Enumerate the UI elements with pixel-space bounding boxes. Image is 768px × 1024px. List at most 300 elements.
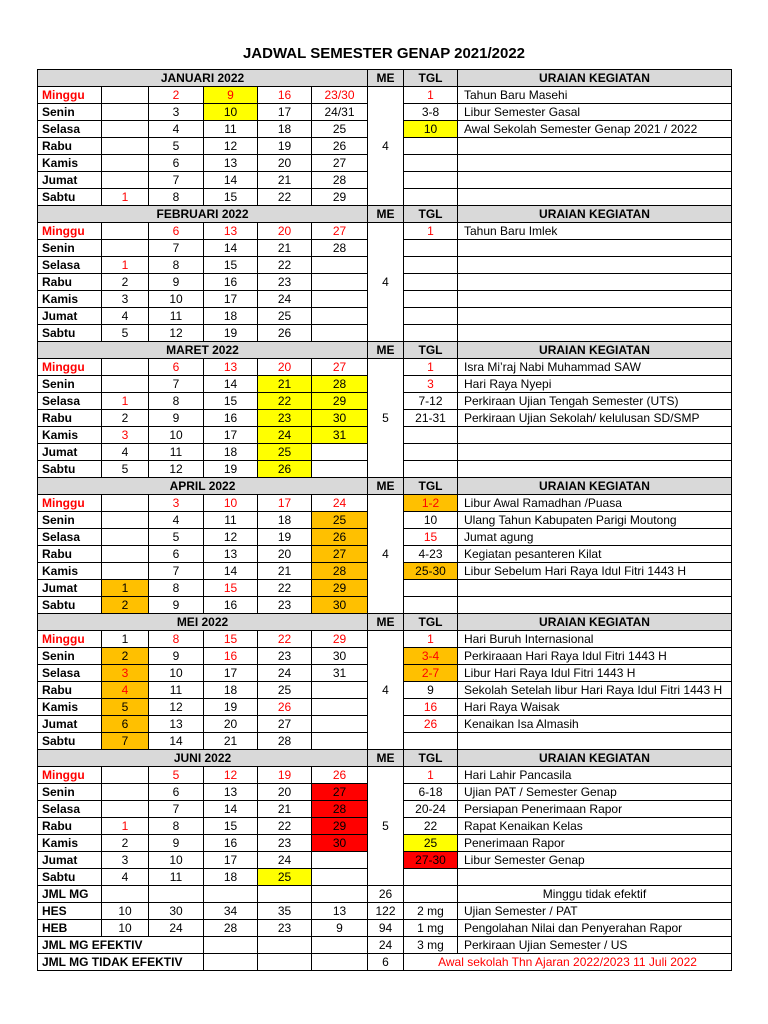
date-cell: 4 <box>102 444 149 461</box>
date-cell: 13 <box>149 716 204 733</box>
event-date <box>404 172 458 189</box>
date-cell: 7 <box>149 801 204 818</box>
date-cell: 5 <box>102 325 149 342</box>
date-cell: 7 <box>149 376 204 393</box>
date-cell: 15 <box>204 818 258 835</box>
date-cell: 30 <box>312 597 368 614</box>
event-description: Kegiatan pesanteren Kilat <box>458 546 732 563</box>
date-cell <box>102 359 149 376</box>
date-cell: 4 <box>149 121 204 138</box>
date-cell: 27 <box>312 359 368 376</box>
date-cell <box>102 223 149 240</box>
date-cell: 8 <box>149 631 204 648</box>
summary-tgl: 2 mg <box>404 903 458 920</box>
event-date: 6-18 <box>404 784 458 801</box>
event-date <box>404 325 458 342</box>
date-cell: 21 <box>204 733 258 750</box>
day-name: Rabu <box>38 546 102 563</box>
event-date <box>404 257 458 274</box>
date-cell: 2 <box>102 410 149 427</box>
event-description: Libur Awal Ramadhan /Puasa <box>458 495 732 512</box>
event-date: 22 <box>404 818 458 835</box>
date-cell <box>312 257 368 274</box>
date-cell <box>312 869 368 886</box>
day-name: Jumat <box>38 716 102 733</box>
date-cell <box>312 325 368 342</box>
date-cell: 3 <box>149 104 204 121</box>
event-date: 16 <box>404 699 458 716</box>
date-cell: 19 <box>258 529 312 546</box>
date-cell: 8 <box>149 580 204 597</box>
day-name: Senin <box>38 512 102 529</box>
date-cell: 26 <box>312 138 368 155</box>
page-title: JADWAL SEMESTER GENAP 2021/2022 <box>242 45 526 62</box>
event-description: Penerimaan Rapor <box>458 835 732 852</box>
event-description: Tahun Baru Imlek <box>458 223 732 240</box>
date-cell: 23 <box>258 410 312 427</box>
event-description: Isra Mi’raj Nabi Muhammad SAW <box>458 359 732 376</box>
event-date: 20-24 <box>404 801 458 818</box>
day-name: Senin <box>38 784 102 801</box>
event-date <box>404 869 458 886</box>
date-cell: 20 <box>258 359 312 376</box>
date-cell: 15 <box>204 580 258 597</box>
event-description: Hari Buruh Internasional <box>458 631 732 648</box>
month-name: JANUARI 2022 <box>38 70 368 87</box>
date-cell: 13 <box>204 784 258 801</box>
day-row <box>38 631 732 648</box>
day-name: Jumat <box>38 308 102 325</box>
date-cell <box>312 444 368 461</box>
day-row <box>38 495 732 512</box>
summary-value: 9 <box>312 920 368 937</box>
date-cell: 20 <box>258 223 312 240</box>
summary-value: 35 <box>258 903 312 920</box>
event-description: Perkiraan Ujian Tengah Semester (UTS) <box>458 393 732 410</box>
summary-weeks: 94 <box>368 920 404 937</box>
day-name: Jumat <box>38 444 102 461</box>
date-cell: 29 <box>312 580 368 597</box>
event-date <box>404 427 458 444</box>
date-cell: 28 <box>312 376 368 393</box>
day-name: Selasa <box>38 257 102 274</box>
date-cell: 23 <box>258 648 312 665</box>
day-name: Sabtu <box>38 189 102 206</box>
day-name: Minggu <box>38 767 102 784</box>
date-cell: 14 <box>204 240 258 257</box>
me-header: ME <box>368 206 404 223</box>
date-cell: 1 <box>102 189 149 206</box>
date-cell: 18 <box>204 682 258 699</box>
event-description: Tahun Baru Masehi <box>458 87 732 104</box>
day-name: Senin <box>38 376 102 393</box>
summary-value: 23 <box>258 920 312 937</box>
date-cell: 2 <box>102 597 149 614</box>
date-cell: 24 <box>312 495 368 512</box>
date-cell: 1 <box>102 257 149 274</box>
date-cell: 10 <box>149 427 204 444</box>
date-cell: 23/30 <box>312 87 368 104</box>
date-cell: 14 <box>204 563 258 580</box>
date-cell: 6 <box>102 716 149 733</box>
date-cell: 9 <box>149 835 204 852</box>
summary-description: Ujian Semester / PAT <box>458 903 732 920</box>
month-header-row <box>38 70 732 87</box>
summary-value <box>312 886 368 903</box>
summary-row <box>38 937 732 954</box>
date-cell: 22 <box>258 257 312 274</box>
event-description: Sekolah Setelah libur Hari Raya Idul Fitri 1443 H <box>458 682 732 699</box>
event-date <box>404 580 458 597</box>
date-cell: 12 <box>149 461 204 478</box>
date-cell: 18 <box>258 512 312 529</box>
date-cell: 26 <box>312 767 368 784</box>
tgl-header: TGL <box>404 206 458 223</box>
day-name: Kamis <box>38 155 102 172</box>
summary-value <box>149 886 204 903</box>
date-cell <box>102 376 149 393</box>
event-description <box>458 138 732 155</box>
summary-description: Pengolahan Nilai dan Penyerahan Rapor <box>458 920 732 937</box>
summary-value <box>258 954 312 971</box>
date-cell: 8 <box>149 257 204 274</box>
day-row <box>38 359 732 376</box>
date-cell <box>312 461 368 478</box>
date-cell: 14 <box>204 801 258 818</box>
date-cell: 12 <box>204 529 258 546</box>
date-cell <box>312 291 368 308</box>
date-cell: 15 <box>204 189 258 206</box>
day-name: Jumat <box>38 172 102 189</box>
event-date: 1 <box>404 767 458 784</box>
date-cell: 11 <box>204 512 258 529</box>
date-cell: 22 <box>258 393 312 410</box>
date-cell: 29 <box>312 818 368 835</box>
day-name: Selasa <box>38 801 102 818</box>
date-cell: 5 <box>102 699 149 716</box>
summary-tgl: 3 mg <box>404 937 458 954</box>
date-cell: 5 <box>102 461 149 478</box>
date-cell <box>312 733 368 750</box>
me-header: ME <box>368 342 404 359</box>
event-description: Rapat Kenaikan Kelas <box>458 818 732 835</box>
event-date: 3-4 <box>404 648 458 665</box>
me-header: ME <box>368 750 404 767</box>
summary-value <box>102 886 149 903</box>
date-cell: 2 <box>149 87 204 104</box>
date-cell: 11 <box>204 121 258 138</box>
date-cell <box>102 172 149 189</box>
date-cell: 19 <box>204 699 258 716</box>
date-cell: 28 <box>312 801 368 818</box>
summary-value <box>312 954 368 971</box>
date-cell: 8 <box>149 189 204 206</box>
summary-value <box>204 937 258 954</box>
day-name: Rabu <box>38 410 102 427</box>
date-cell: 17 <box>204 852 258 869</box>
summary-value: 30 <box>149 903 204 920</box>
event-date: 1 <box>404 631 458 648</box>
event-description: Jumat agung <box>458 529 732 546</box>
event-date <box>404 291 458 308</box>
date-cell: 3 <box>102 852 149 869</box>
summary-row <box>38 903 732 920</box>
date-cell: 17 <box>204 665 258 682</box>
summary-value: 28 <box>204 920 258 937</box>
date-cell: 6 <box>149 359 204 376</box>
date-cell: 30 <box>312 648 368 665</box>
event-description: Ulang Tahun Kabupaten Parigi Moutong <box>458 512 732 529</box>
event-description: Ujian PAT / Semester Genap <box>458 784 732 801</box>
day-name: Kamis <box>38 699 102 716</box>
date-cell: 24 <box>258 427 312 444</box>
event-date: 1 <box>404 359 458 376</box>
day-row <box>38 87 732 104</box>
date-cell: 18 <box>204 869 258 886</box>
date-cell: 2 <box>102 835 149 852</box>
event-description: Libur Semester Genap <box>458 852 732 869</box>
date-cell: 15 <box>204 393 258 410</box>
day-name: Rabu <box>38 682 102 699</box>
summary-tgl: 1 mg <box>404 920 458 937</box>
date-cell: 11 <box>149 308 204 325</box>
date-cell: 26 <box>258 699 312 716</box>
event-date: 10 <box>404 121 458 138</box>
effective-weeks: 4 <box>368 87 404 206</box>
date-cell: 20 <box>258 155 312 172</box>
event-date: 26 <box>404 716 458 733</box>
month-name: APRIL 2022 <box>38 478 368 495</box>
month-header-row <box>38 342 732 359</box>
date-cell: 27 <box>312 546 368 563</box>
month-name: MARET 2022 <box>38 342 368 359</box>
event-date: 3 <box>404 376 458 393</box>
date-cell <box>102 104 149 121</box>
event-description <box>458 427 732 444</box>
day-name: Senin <box>38 104 102 121</box>
summary-label: HEB <box>38 920 102 937</box>
summary-row <box>38 886 732 903</box>
semester-schedule-table <box>37 69 732 971</box>
date-cell: 8 <box>149 818 204 835</box>
event-date <box>404 308 458 325</box>
date-cell: 3 <box>102 427 149 444</box>
day-name: Rabu <box>38 138 102 155</box>
date-cell: 22 <box>258 631 312 648</box>
uraian-header: URAIAN KEGIATAN <box>458 206 732 223</box>
event-description: Perkiraaan Hari Raya Idul Fitri 1443 H <box>458 648 732 665</box>
date-cell: 19 <box>258 138 312 155</box>
date-cell: 16 <box>204 410 258 427</box>
event-description <box>458 291 732 308</box>
uraian-header: URAIAN KEGIATAN <box>458 750 732 767</box>
day-name: Sabtu <box>38 869 102 886</box>
day-name: Selasa <box>38 121 102 138</box>
date-cell: 30 <box>312 835 368 852</box>
day-name: Jumat <box>38 580 102 597</box>
date-cell: 28 <box>312 240 368 257</box>
tgl-header: TGL <box>404 750 458 767</box>
date-cell: 6 <box>149 223 204 240</box>
day-name: Rabu <box>38 274 102 291</box>
date-cell: 27 <box>258 716 312 733</box>
day-name: Selasa <box>38 529 102 546</box>
day-name: Selasa <box>38 393 102 410</box>
date-cell: 3 <box>149 495 204 512</box>
summary-label: JML MG TIDAK EFEKTIV <box>38 954 204 971</box>
date-cell: 23 <box>258 274 312 291</box>
day-name: Minggu <box>38 631 102 648</box>
day-row <box>38 767 732 784</box>
date-cell <box>102 240 149 257</box>
summary-weeks: 24 <box>368 937 404 954</box>
date-cell: 26 <box>312 529 368 546</box>
event-description <box>458 257 732 274</box>
date-cell: 5 <box>149 529 204 546</box>
date-cell: 31 <box>312 427 368 444</box>
day-name: Kamis <box>38 427 102 444</box>
event-description <box>458 325 732 342</box>
effective-weeks: 5 <box>368 767 404 886</box>
event-date: 1-2 <box>404 495 458 512</box>
date-cell: 11 <box>149 444 204 461</box>
date-cell: 12 <box>204 767 258 784</box>
date-cell: 12 <box>149 699 204 716</box>
date-cell: 1 <box>102 631 149 648</box>
summary-value <box>204 886 258 903</box>
event-description: Hari Raya Waisak <box>458 699 732 716</box>
date-cell: 13 <box>204 155 258 172</box>
month-header-row <box>38 614 732 631</box>
event-description <box>458 869 732 886</box>
date-cell: 7 <box>149 563 204 580</box>
event-description: Libur Sebelum Hari Raya Idul Fitri 1443 H <box>458 563 732 580</box>
date-cell: 19 <box>204 461 258 478</box>
date-cell <box>102 87 149 104</box>
summary-value: 34 <box>204 903 258 920</box>
date-cell <box>102 767 149 784</box>
tgl-header: TGL <box>404 614 458 631</box>
date-cell <box>312 274 368 291</box>
date-cell <box>312 852 368 869</box>
date-cell: 5 <box>149 138 204 155</box>
summary-weeks: 6 <box>368 954 404 971</box>
event-description <box>458 580 732 597</box>
month-name: FEBRUARI 2022 <box>38 206 368 223</box>
date-cell: 17 <box>204 427 258 444</box>
date-cell: 16 <box>258 87 312 104</box>
date-cell: 16 <box>204 648 258 665</box>
summary-row <box>38 954 732 971</box>
date-cell: 25 <box>258 869 312 886</box>
date-cell: 15 <box>204 631 258 648</box>
date-cell <box>102 121 149 138</box>
date-cell: 2 <box>102 274 149 291</box>
event-date <box>404 444 458 461</box>
date-cell: 19 <box>258 767 312 784</box>
summary-value <box>204 954 258 971</box>
date-cell: 12 <box>204 138 258 155</box>
date-cell: 1 <box>102 393 149 410</box>
date-cell <box>102 546 149 563</box>
event-date: 1 <box>404 223 458 240</box>
date-cell: 6 <box>149 784 204 801</box>
effective-weeks: 4 <box>368 223 404 342</box>
event-description <box>458 461 732 478</box>
date-cell: 22 <box>258 818 312 835</box>
date-cell: 25 <box>258 682 312 699</box>
day-name: Sabtu <box>38 733 102 750</box>
event-description <box>458 444 732 461</box>
event-description: Persiapan Penerimaan Rapor <box>458 801 732 818</box>
date-cell: 4 <box>102 308 149 325</box>
date-cell: 10 <box>149 852 204 869</box>
date-cell: 14 <box>149 733 204 750</box>
me-header: ME <box>368 478 404 495</box>
date-cell: 3 <box>102 291 149 308</box>
event-date <box>404 240 458 257</box>
date-cell: 11 <box>149 869 204 886</box>
summary-row <box>38 920 732 937</box>
date-cell: 9 <box>149 648 204 665</box>
day-name: Selasa <box>38 665 102 682</box>
date-cell: 17 <box>258 104 312 121</box>
effective-weeks: 4 <box>368 631 404 750</box>
date-cell: 18 <box>258 121 312 138</box>
date-cell: 11 <box>149 682 204 699</box>
event-date <box>404 461 458 478</box>
day-name: Senin <box>38 648 102 665</box>
date-cell: 16 <box>204 274 258 291</box>
event-date: 3-8 <box>404 104 458 121</box>
summary-value <box>258 937 312 954</box>
event-description <box>458 274 732 291</box>
day-name: Minggu <box>38 223 102 240</box>
date-cell: 10 <box>204 495 258 512</box>
date-cell: 23 <box>258 835 312 852</box>
date-cell: 24 <box>258 291 312 308</box>
date-cell: 31 <box>312 665 368 682</box>
event-date: 4-23 <box>404 546 458 563</box>
date-cell: 25 <box>258 444 312 461</box>
day-name: Kamis <box>38 563 102 580</box>
date-cell: 4 <box>102 682 149 699</box>
effective-weeks: 4 <box>368 495 404 614</box>
date-cell: 29 <box>312 631 368 648</box>
uraian-header: URAIAN KEGIATAN <box>458 70 732 87</box>
date-cell: 7 <box>102 733 149 750</box>
summary-value: 24 <box>149 920 204 937</box>
date-cell <box>312 699 368 716</box>
month-name: MEI 2022 <box>38 614 368 631</box>
date-cell <box>312 308 368 325</box>
event-date: 9 <box>404 682 458 699</box>
date-cell: 4 <box>149 512 204 529</box>
date-cell <box>102 529 149 546</box>
date-cell: 21 <box>258 376 312 393</box>
date-cell: 6 <box>149 546 204 563</box>
date-cell: 9 <box>149 410 204 427</box>
summary-value: 10 <box>102 903 149 920</box>
summary-label: JML MG EFEKTIV <box>38 937 204 954</box>
date-cell: 5 <box>149 767 204 784</box>
date-cell: 27 <box>312 155 368 172</box>
date-cell: 17 <box>204 291 258 308</box>
summary-value <box>312 937 368 954</box>
date-cell: 29 <box>312 393 368 410</box>
day-name: Jumat <box>38 852 102 869</box>
date-cell: 17 <box>258 495 312 512</box>
